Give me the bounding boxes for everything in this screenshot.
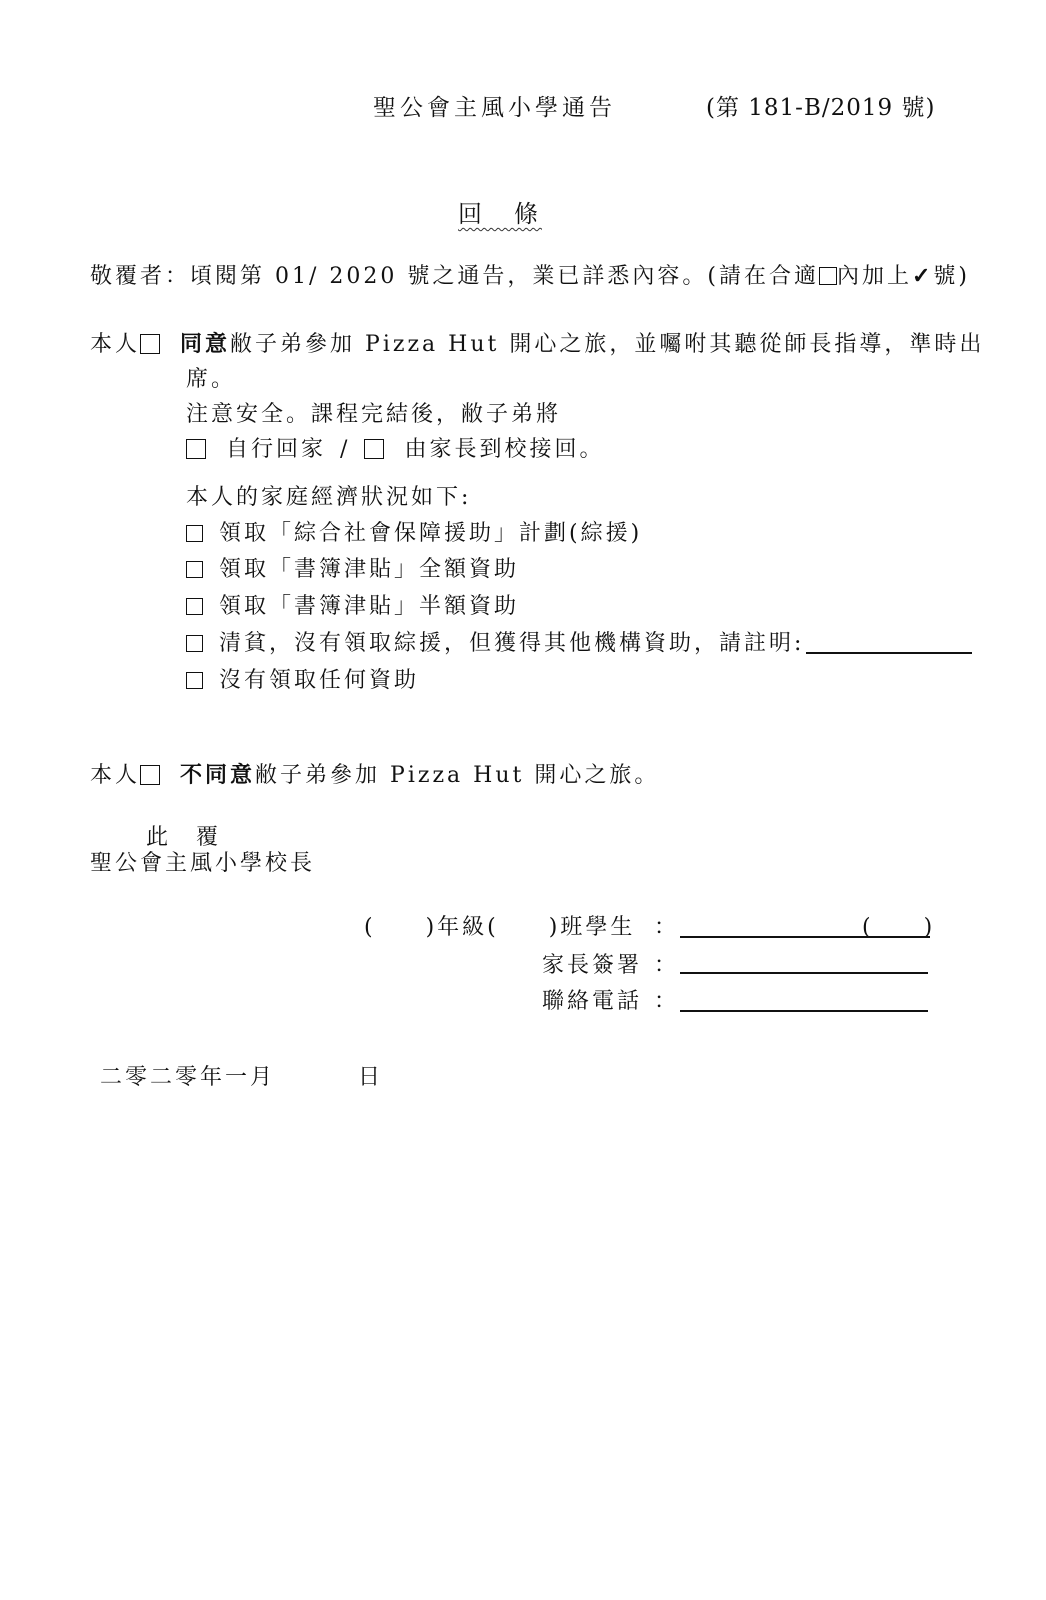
agree-prefix: 本人 [90,332,141,357]
finance-item [186,630,804,658]
finance-item [186,520,642,548]
date-day: 日 [358,1065,384,1090]
finance-item [186,667,419,695]
finance-heading: 本人的家庭經濟狀況如下: [186,485,472,510]
option-separator: / [340,437,351,462]
student-class-label: ( )年級( )班學生 [364,915,636,940]
date-text: 二零二零年一月 [100,1065,276,1090]
notice-number: (第 181-B/2019 號) [706,95,936,121]
self-home-label: 自行回家 [226,437,327,462]
closing-line-2: 聖公會主風小學校長 [90,851,316,876]
finance-checkbox[interactable] [186,672,203,689]
self-home-checkbox[interactable] [186,439,206,459]
finance-item-label: 沒有領取任何資助 [219,668,420,693]
agree-line-1 [90,330,984,359]
finance-item-label: 領取「書簿津貼」半額資助 [219,594,520,619]
parent-signature-line[interactable] [680,972,928,974]
intro-text-tail: 號) [933,264,971,289]
finance-item [186,593,519,621]
closing-line-1: 此 覆 [146,825,222,850]
finance-checkbox[interactable] [186,525,203,542]
parent-pickup-label: 由家長到校接回。 [404,437,605,462]
disagree-checkbox[interactable] [140,765,160,785]
disagree-keyword: 不同意 [180,762,256,788]
parent-pickup-checkbox[interactable] [364,439,384,459]
student-number-paren: ( ) [862,915,936,940]
phone-line[interactable] [680,1010,928,1012]
finance-item-label: 清貧，沒有領取綜援，但獲得其他機構資助，請註明: [219,631,805,656]
finance-item [186,556,519,584]
finance-checkbox[interactable] [186,598,203,615]
finance-item-label: 領取「書簿津貼」全額資助 [219,557,520,582]
agree-keyword: 同意 [180,331,231,357]
phone-label: 聯絡電話 [542,989,643,1014]
pickup-options [186,436,604,464]
disagree-text: 敝子弟參加 Pizza Hut 開心之旅。 [255,763,660,788]
agree-line-3: 注意安全。課程完結後，敝子弟將 [186,402,562,427]
agree-line-2: 席。 [186,367,237,392]
finance-checkbox[interactable] [186,561,203,578]
parent-signature-label: 家長簽署 [542,953,643,978]
intro-text: 敬覆者：頃閱第 01/ 2020 號之通告，業已詳悉內容。(請在合適 [90,264,819,289]
disagree-line [90,761,659,790]
finance-checkbox[interactable] [186,635,203,652]
phone-colon: ： [654,989,680,1014]
finance-item-label: 領取「綜合社會保障援助」計劃(綜援) [219,521,643,546]
other-aid-input-line[interactable] [806,652,972,654]
check-mark-icon: ✓ [911,263,934,289]
agree-text-1: 敝子弟參加 Pizza Hut 開心之旅，並囑咐其聽從師長指導，準時出 [230,332,985,357]
student-colon: ： [654,915,680,940]
school-notice-title: 聖公會主風小學通告 [373,95,616,121]
reply-slip-title: 回 條 [458,200,542,228]
intro-text-end: 內加上 [836,264,912,289]
disagree-prefix: 本人 [90,763,141,788]
intro-line [90,262,970,291]
parent-colon: ： [654,953,680,978]
example-checkbox [819,267,837,285]
agree-checkbox[interactable] [140,334,160,354]
